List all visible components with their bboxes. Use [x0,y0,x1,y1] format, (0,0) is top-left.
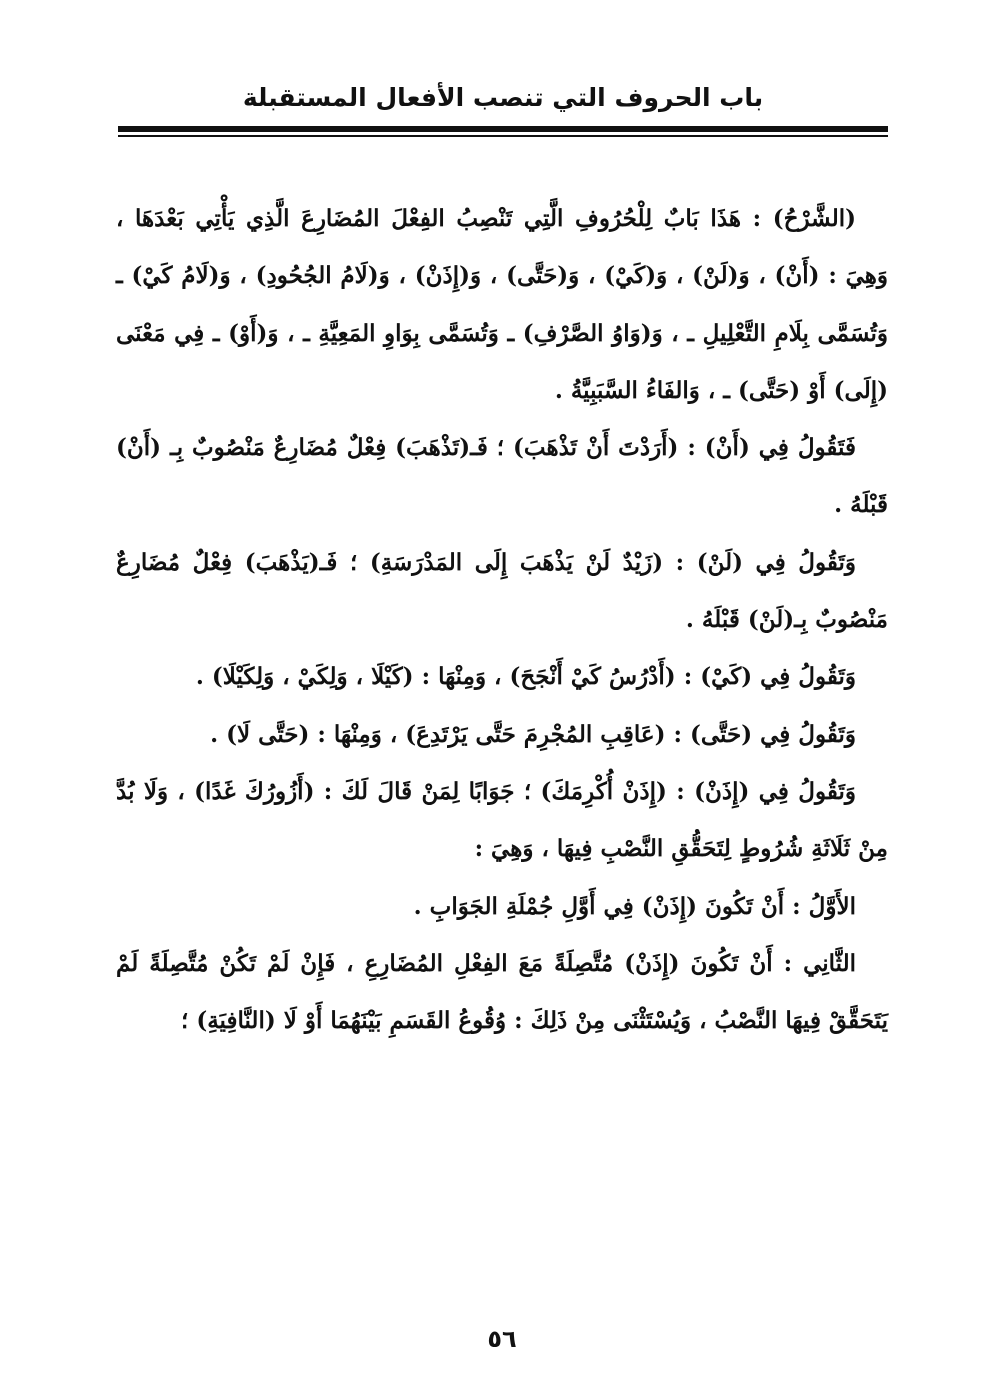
paragraph-lan-example: وَتَقُولُ فِي (لَنْ) : (زَيْدٌ لَنْ يَذْهَبَ إِلَى المَدْرَسَةِ) ؛ فَـ(يَذْهَبَ) فِعْلٌ مُضَارِعٌ مَنْصُوبٌ بِـ(لَنْ) قَبْلَهُ . [116,548,888,634]
paragraph-condition-first: الأَوَّلُ : أَنْ تَكُونَ (إِذَنْ) فِي أَوَّلِ جُمْلَةِ الجَوَابِ . [413,892,856,920]
paragraph-kay-example: وَتَقُولُ فِي (كَيْ) : (أَدْرُسُ كَيْ أَنْجَحَ) ، وَمِنْهَا : (كَيْلَا ، وَلِكَيْ ، وَلِكَيْلَا) . [195,663,856,691]
page-body [116,190,888,1049]
page-number: ٥٦ [487,1325,517,1353]
paragraph-sharh-intro: (الشَّرْحُ) : هَذَا بَابٌ لِلْحُرُوفِ الَّتِي تَنْصِبُ الفِعْلَ المُضَارِعَ الَّذِي يَأْتِي بَعْدَهَا ، وَهِيَ : (أَنْ) ، وَ(لَنْ) ، وَ(كَيْ) ، وَ(حَتَّى) ، وَ(إِذَنْ) ، وَ(لَامُ الجُحُودِ) ، وَ(لَامُ كَيْ) ـ وَتُسَمَّى بِلَامِ التَّعْلِيلِ ـ ، وَ(وَاوُ الصَّرْفِ) ـ وَتُسَمَّى بِوَاوِ المَعِيَّةِ ـ ، وَ(أَوْ) ـ فِي مَعْنَى (إِلَى) أَوْ (حَتَّى) ـ ، وَالفَاءُ السَّبَبِيَّةُ . [116,205,888,404]
header-rule-thick [118,126,888,132]
page-header-title: باب الحروف التي تنصب الأفعال المستقبلة [242,83,764,112]
paragraph-an-example: فَتَقُولُ فِي (أَنْ) : (أَرَدْتَ أَنْ تَذْهَبَ) ؛ فَـ(تَذْهَبَ) فِعْلٌ مُضَارِعٌ مَنْصُوبٌ بِـ (أَنْ) قَبْلَهُ . [116,434,888,519]
header-rule-thin [118,135,888,137]
paragraph-condition-second: الثَّانِي : أَنْ تَكُونَ (إِذَنْ) مُتَّصِلَةً مَعَ الفِعْلِ المُضَارِعِ ، فَإِنْ لَمْ تَكُنْ مُتَّصِلَةً لَمْ يَتَحَقَّقْ فِيهَا النَّصْبُ ، وَيُسْتَثْنَى مِنْ ذَلِكَ : وُقُوعُ القَسَمِ بَيْنَهُمَا أَوْ لَا (النَّافِيَةِ) ؛ [116,949,888,1035]
paragraph-hatta-example: وَتَقُولُ فِي (حَتَّى) : (عَاقِبِ المُجْرِمَ حَتَّى يَرْتَدِعَ) ، وَمِنْهَا : (حَتَّى لَا) . [210,720,856,748]
paragraph-idhan-example: وَتَقُولُ فِي (إِذَنْ) : (إِذَنْ أُكْرِمَكَ) ؛ جَوَابًا لِمَنْ قَالَ لَكَ : (أَزُورُكَ غَدًا) ، وَلَا بُدَّ مِنْ ثَلَاثَةِ شُرُوطٍ لِتَحَقُّقِ النَّصْبِ فِيهَا ، وَهِيَ : [116,777,888,863]
